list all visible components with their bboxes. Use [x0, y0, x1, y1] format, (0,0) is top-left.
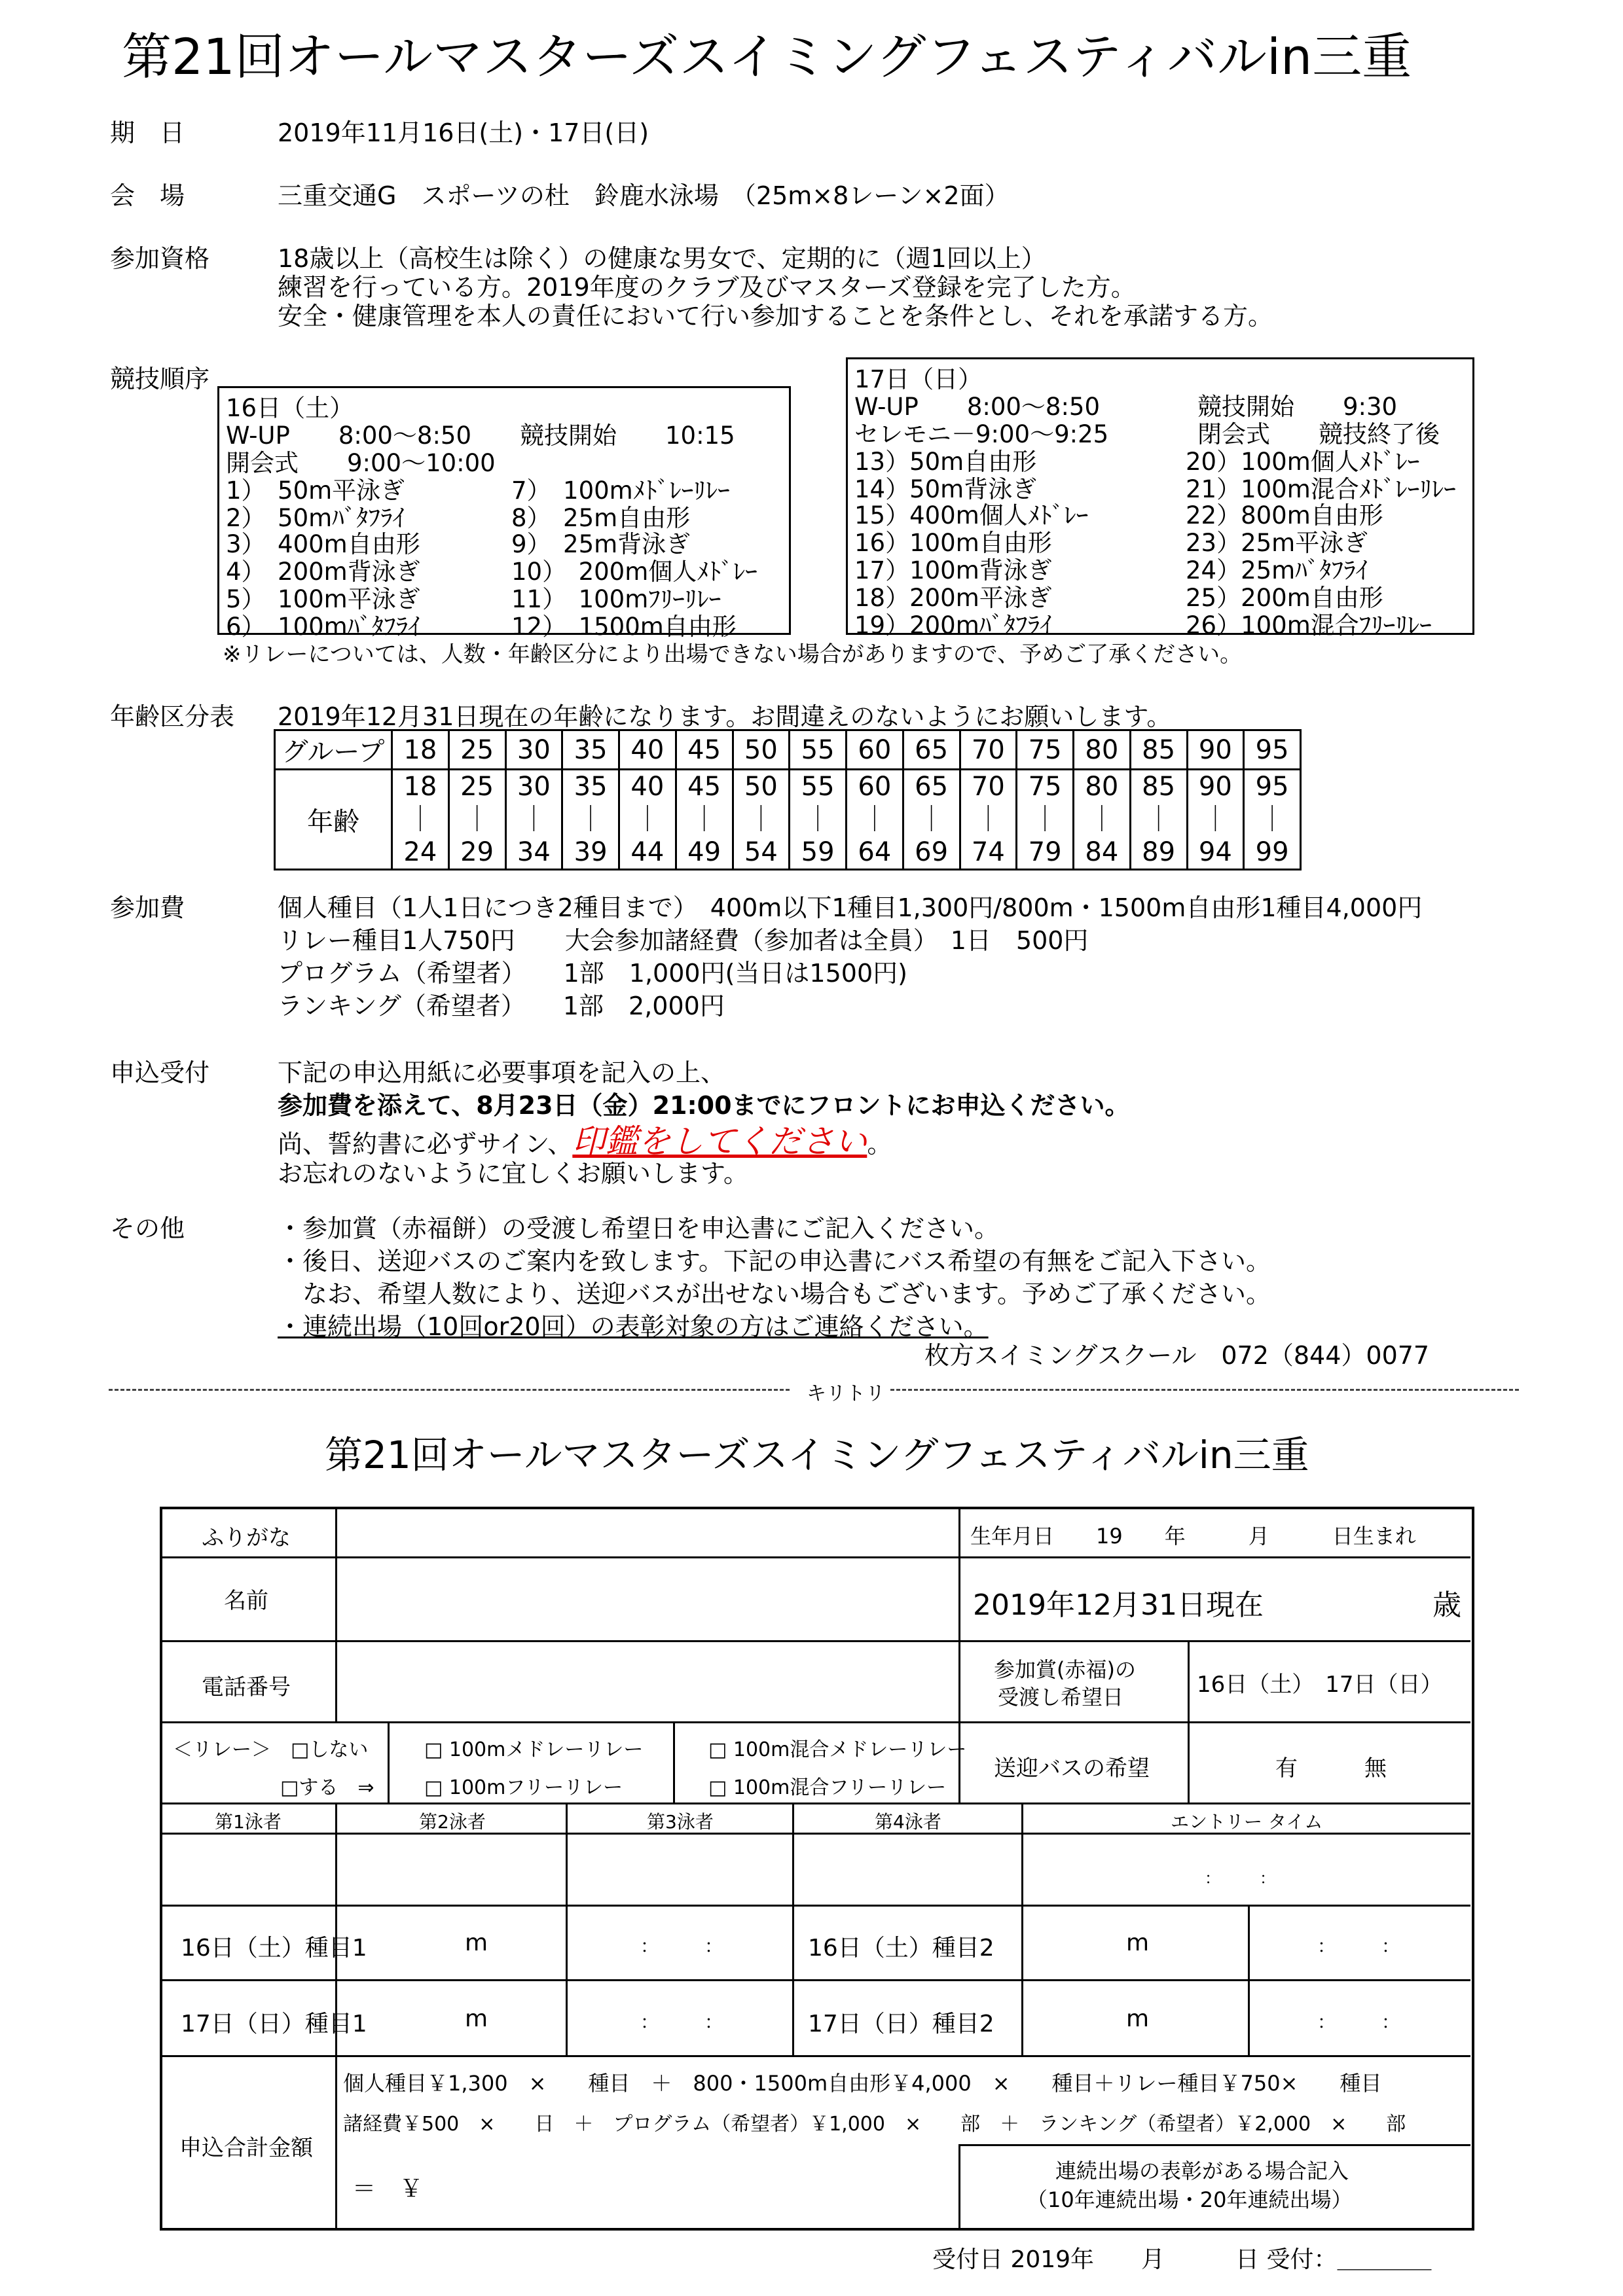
venue-label: 会 場: [110, 181, 185, 210]
page-title: 第21回オールマスターズスイミングフェスティバルin三重: [122, 27, 1412, 86]
event-item: 16）100m自由形: [854, 529, 1052, 557]
age-header: 年齢: [275, 770, 392, 870]
age-groups-label: 年齢区分表: [110, 702, 235, 731]
vline: [958, 2144, 960, 2229]
time-colons[interactable]: ： ：: [1317, 2011, 1400, 2033]
vline: [1021, 1905, 1023, 2055]
other-line: ・後日、送迎バスのご案内を致します。下記の申込書にバス希望の有無をご記入下さい。: [278, 1247, 1271, 1276]
eligibility-line: 18歳以上（高校生は除く）の健康な男女で、定期的に（週1回以上）: [278, 244, 1046, 273]
meter-unit: m: [1126, 2005, 1150, 2032]
fee-line: ランキング（希望者） 1部 2,000円: [278, 992, 725, 1020]
day17-ceremony: セレモニ－9:00～9:25: [854, 420, 1109, 448]
name-label: 名前: [224, 1588, 268, 1614]
schedule-label: 競技順序: [110, 365, 210, 393]
age-range-cell: 18 ｜ 24: [392, 770, 449, 870]
relay-note: ※リレーについては、人数・年齢区分により出場できない場合がありますので、予めご了承ください。: [223, 641, 1243, 668]
event-item: 18）200m平泳ぎ: [854, 584, 1052, 612]
event-item: 26）100m混合ﾌﾘｰﾘﾚｰ: [1186, 611, 1432, 639]
event-item: 22）800m自由形: [1186, 501, 1383, 529]
application-label: 申込受付: [110, 1058, 210, 1087]
fee-line: プログラム（希望者） 1部 1,000円(当日は1500円): [278, 959, 907, 988]
seal-emphasis: 印鑑をしてください: [572, 1122, 867, 1160]
vline: [335, 1509, 337, 1721]
furigana-label: ふりがな: [202, 1525, 291, 1551]
age-range-cell: 45 ｜ 49: [676, 770, 733, 870]
group-cell: 25: [448, 730, 505, 770]
group-cell: 60: [847, 730, 903, 770]
application-seal-line: 尚、誓約書に必ずサイン、印鑑をしてください。: [278, 1122, 892, 1160]
hline: [162, 1640, 1470, 1642]
eligibility-label: 参加資格: [110, 244, 210, 273]
venue-value: 三重交通G スポーツの杜 鈴鹿水泳場 （25m×8レーン×2面）: [278, 181, 1010, 210]
cut-label: キリトリ: [807, 1382, 885, 1405]
group-cell: 90: [1187, 730, 1244, 770]
event-item: 9） 25m背泳ぎ: [511, 530, 691, 558]
day16-box: [217, 386, 791, 641]
vline: [335, 2055, 337, 2229]
fees-label: 参加費: [110, 893, 185, 922]
other-line: なお、希望人数により、送迎バスが出せない場合もございます。予めご了承ください。: [278, 1280, 1271, 1308]
time-colons[interactable]: ： ：: [1317, 1935, 1400, 1957]
date-value: 2019年11月16日(土)・17日(日): [278, 118, 649, 147]
event-item: 3） 400m自由形: [226, 530, 420, 558]
age-groups-note: 2019年12月31日現在の年齢になります。お間違えのないようにお願いします。: [278, 702, 1172, 731]
event-item: 4） 200m背泳ぎ: [226, 558, 420, 586]
relay-mixed-medley-option[interactable]: □ 100m混合メドレーリレー: [708, 1738, 967, 1761]
other-line: ・参加賞（赤福餅）の受渡し希望日を申込書にご記入ください。: [278, 1214, 1000, 1243]
vline: [1248, 1905, 1250, 2055]
event-item: 15）400m個人ﾒﾄﾞﾚｰ: [854, 501, 1089, 529]
event-item: 25）200m自由形: [1186, 584, 1383, 612]
other-line: ・連続出場（10回or20回）の表彰対象の方はご連絡ください。: [278, 1312, 989, 1341]
event-label: 16日（土）種目2: [808, 1935, 994, 1962]
age-range-cell: 80 ｜ 84: [1074, 770, 1131, 870]
event-label: 17日（日）種目2: [808, 2011, 994, 2037]
application-form: [160, 1507, 1474, 2231]
form-title: 第21回オールマスターズスイミングフェスティバルin三重: [325, 1433, 1309, 1477]
bus-options[interactable]: 有 無: [1275, 1755, 1387, 1782]
group-cell: 85: [1130, 730, 1187, 770]
total-line[interactable]: 諸経費￥500 × 日 ＋ プログラム（希望者）￥1,000 × 部 ＋ ランキング（希望者）￥2,000 × 部: [343, 2113, 1406, 2136]
day17-box: [846, 357, 1474, 639]
event-item: 2） 50mﾊﾞﾀﾌﾗｲ: [226, 504, 405, 532]
hline: [162, 1556, 1470, 1558]
age-range-cell: 75 ｜ 79: [1017, 770, 1074, 870]
hline: [162, 1721, 1470, 1723]
hline: [162, 1803, 1470, 1804]
swimmer-header: 第3泳者: [647, 1811, 714, 1833]
swimmer-header: 第1泳者: [215, 1811, 282, 1833]
relay-no-option[interactable]: ＜リレー＞ □しない: [173, 1738, 369, 1761]
contact: 枚方スイミングスクール 072（844）0077: [924, 1341, 1430, 1370]
event-item: 10） 200m個人ﾒﾄﾞﾚｰ: [511, 558, 757, 586]
consecutive-note: 連続出場の表彰がある場合記入: [1055, 2159, 1349, 2183]
consecutive-note: （10年連続出場・20年連続出場）: [1027, 2187, 1353, 2212]
event-item: 1） 50m平泳ぎ: [226, 476, 405, 505]
age-range-cell: 25 ｜ 29: [448, 770, 505, 870]
vline: [388, 1721, 390, 1803]
event-item: 8） 25m自由形: [511, 504, 691, 532]
meter-unit: m: [465, 2005, 488, 2032]
relay-yes-option[interactable]: □する ⇒: [280, 1776, 374, 1799]
group-cell: 55: [790, 730, 847, 770]
application-deadline: 参加費を添えて、8月23日（金）21:00までにフロントにお申込ください。: [278, 1091, 1130, 1120]
phone-label: 電話番号: [202, 1674, 291, 1700]
event-item: 6） 100mﾊﾞﾀﾌﾗｲ: [226, 613, 420, 641]
age-range-cell: 65 ｜ 69: [903, 770, 960, 870]
age-range-cell: 60 ｜ 64: [847, 770, 903, 870]
event-item: 12） 1500m自由形: [511, 613, 737, 641]
age-range-cell: 85 ｜ 89: [1130, 770, 1187, 870]
group-cell: 50: [733, 730, 790, 770]
day16-header: 16日（土）: [226, 394, 354, 422]
relay-medley-option[interactable]: □ 100mメドレーリレー: [424, 1738, 644, 1761]
relay-mixed-free-option[interactable]: □ 100m混合フリーリレー: [708, 1776, 947, 1799]
event-item: 11） 100mﾌﾘｰﾘﾚｰ: [511, 585, 721, 613]
entry-time-colons[interactable]: ： ：: [1205, 1869, 1275, 1888]
group-cell: 45: [676, 730, 733, 770]
time-colons[interactable]: ： ：: [640, 1935, 723, 1957]
group-cell: 18: [392, 730, 449, 770]
vline: [792, 1803, 794, 1905]
swimmer-header: 第4泳者: [875, 1811, 941, 1833]
meter-unit: m: [1126, 1929, 1150, 1956]
cut-line-left: [109, 1389, 790, 1391]
reception-footer: 受付日 2019年 月 日 受付：＿＿＿＿: [932, 2246, 1432, 2273]
group-cell: 30: [505, 730, 562, 770]
day16-opening: 開会式 9:00～10:00: [226, 449, 496, 477]
event-item: 7） 100mﾒﾄﾞﾚｰﾘﾚｰ: [511, 476, 730, 505]
group-cell: 80: [1074, 730, 1131, 770]
group-cell: 35: [562, 730, 619, 770]
event-item: 14）50m背泳ぎ: [854, 475, 1037, 503]
vline: [566, 1803, 568, 1905]
age-range-cell: 30 ｜ 34: [505, 770, 562, 870]
eligibility-line: 練習を行っている方。2019年度のクラブ及びマスターズ登録を完了した方。: [278, 273, 1136, 302]
vline: [335, 1803, 337, 1905]
day16-wup: W-UP 8:00～8:50 競技開始 10:15: [226, 422, 735, 450]
day17-start: 競技開始 9:30: [1197, 393, 1398, 421]
vline: [1188, 1640, 1190, 1803]
entry-time-header: エントリー タイム: [1171, 1811, 1323, 1833]
total-label: 申込合計金額: [179, 2135, 313, 2161]
event-label: 17日（日）種目1: [181, 2011, 367, 2037]
hline: [958, 2144, 1470, 2146]
group-cell: 95: [1244, 730, 1301, 770]
event-item: 17）100m背泳ぎ: [854, 556, 1052, 584]
phone-input[interactable]: [339, 1643, 955, 1719]
age-range-cell: 55 ｜ 59: [790, 770, 847, 870]
event-item: 21）100m混合ﾒﾄﾞﾚｰﾘﾚｰ: [1186, 475, 1456, 503]
age-table: [274, 729, 1302, 870]
age-as-of: 2019年12月31日現在: [973, 1588, 1264, 1622]
hline: [162, 1905, 1470, 1907]
gift-label: 受渡し希望日: [998, 1685, 1124, 1710]
total-line[interactable]: 個人種目￥1,300 × 種目 ＋ 800・1500m自由形￥4,000 × 種目＋リレー種目￥750× 種目: [343, 2071, 1382, 2096]
group-cell: 65: [903, 730, 960, 770]
age-range-cell: 40 ｜ 44: [619, 770, 676, 870]
age-unit: 歳: [1432, 1588, 1461, 1622]
event-item: 20）100m個人ﾒﾄﾞﾚｰ: [1186, 448, 1420, 476]
age-range-cell: 35 ｜ 39: [562, 770, 619, 870]
meter-unit: m: [465, 1929, 488, 1956]
vline: [566, 1905, 568, 2055]
vline: [792, 1905, 794, 2055]
age-range-cell: 90 ｜ 94: [1187, 770, 1244, 870]
age-range-cell: 50 ｜ 54: [733, 770, 790, 870]
hline: [162, 2055, 1470, 2057]
day17-header: 17日（日）: [854, 365, 983, 393]
swimmer-header: 第2泳者: [419, 1811, 486, 1833]
fee-line: リレー種目1人750円 大会参加諸経費（参加者は全員） 1日 500円: [278, 926, 1089, 955]
cut-line-right: [890, 1389, 1519, 1391]
date-label: 期 日: [110, 118, 185, 147]
vline: [673, 1721, 675, 1803]
group-cell: 40: [619, 730, 676, 770]
group-cell: 70: [960, 730, 1017, 770]
name-input[interactable]: [339, 1559, 955, 1638]
total-amount[interactable]: ＝ ￥: [352, 2176, 424, 2202]
event-label: 16日（土）種目1: [181, 1935, 367, 1962]
gift-day-options[interactable]: 16日（土） 17日（日）: [1197, 1672, 1443, 1698]
event-item: 5） 100m平泳ぎ: [226, 585, 420, 613]
group-cell: 75: [1017, 730, 1074, 770]
event-item: 19）200mﾊﾞﾀﾌﾗｲ: [854, 611, 1052, 639]
application-line: お忘れのないように宜しくお願いします。: [278, 1159, 748, 1188]
day17-wup: W-UP 8:00～8:50: [854, 393, 1101, 421]
age-range-cell: 95 ｜ 99: [1244, 770, 1301, 870]
birth-field[interactable]: 生年月日 19 年 月 日生まれ: [970, 1524, 1416, 1549]
time-colons[interactable]: ： ：: [640, 2011, 723, 2033]
event-item: 24）25mﾊﾞﾀﾌﾗｲ: [1186, 556, 1368, 584]
gift-label: 参加賞(赤福)の: [994, 1657, 1136, 1682]
bus-label: 送迎バスの希望: [994, 1755, 1150, 1782]
application-line: 下記の申込用紙に必要事項を記入の上、: [278, 1058, 726, 1087]
event-item: 23）25m平泳ぎ: [1186, 529, 1368, 557]
eligibility-line: 安全・健康管理を本人の責任において行い参加することを条件とし、それを承諾する方。: [278, 302, 1273, 331]
age-range-cell: 70 ｜ 74: [960, 770, 1017, 870]
vline: [1021, 1803, 1023, 1905]
fee-line: 個人種目（1人1日につき2種目まで） 400m以下1種目1,300円/800m・1500m自由形1種目4,000円: [278, 893, 1423, 922]
event-item: 13）50m自由形: [854, 448, 1037, 476]
other-label: その他: [110, 1214, 185, 1243]
day17-closing: 閉会式 競技終了後: [1197, 420, 1440, 448]
relay-free-option[interactable]: □ 100mフリーリレー: [424, 1776, 623, 1799]
hline: [162, 1979, 1470, 1981]
group-header: グループ: [275, 730, 392, 770]
